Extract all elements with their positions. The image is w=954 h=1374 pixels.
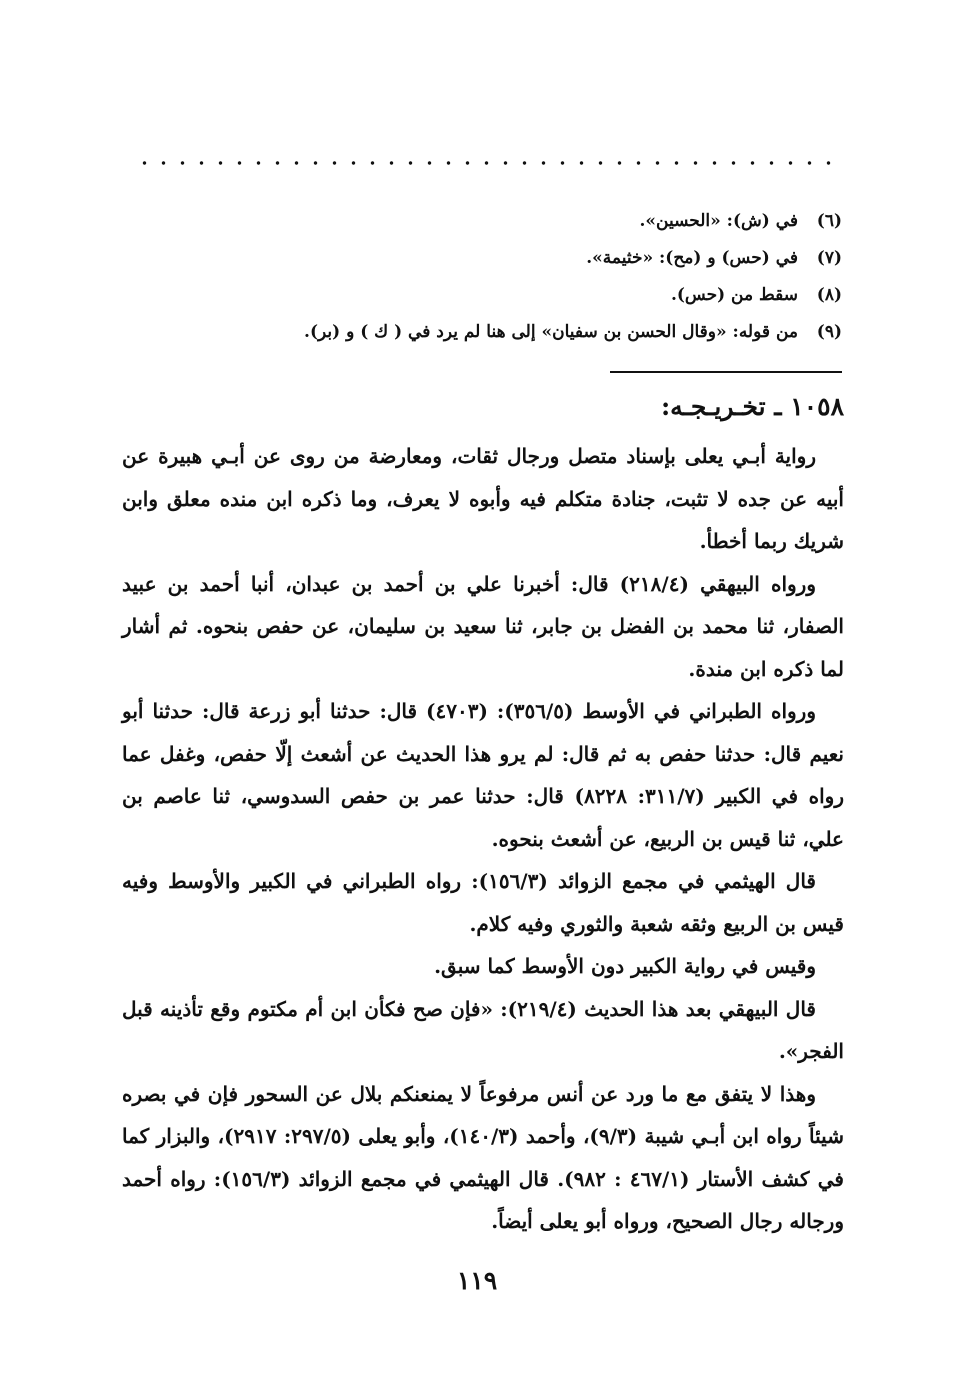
paragraph: وهذا لا يتفق مع ما ورد عن أنس مرفوعاً لا يمنعنكم بلال عن السحور فإن في بصره شيئاً رواه ابن أبـي شيبة (٩/٣)، وأحمد (١٤٠/٣)، وأبو يعلى (٢٩٧/٥: ٢٩١٧)، والبزار كما في كشف الأستار (٤٦٧/١ : ٩٨٢). قال الهيثمي في مجمع الزوائد (١٥٦/٣): رواه أحمد ورجاله رجال الصحيح، ورواه أبو يعلى أيضاً. [122,1081,844,1233]
footnote-number: (٨) [816,285,842,305]
footnote-7 [122,240,842,277]
footnote-6 [122,203,842,240]
body-text [122,435,844,1243]
footnote-9 [122,314,842,351]
footnote-separator-dots [135,160,845,166]
footnote-number: (٦) [816,211,842,231]
footnote-8 [122,277,842,314]
paragraph: قال الهيثمي في مجمع الزوائد (١٥٦/٣): رواه الطبراني في الكبير والأوسط وفيه قيس بن الربيع وثقه شعبة والثوري وفيه كلام. [122,869,844,936]
section-divider-rule [610,371,842,373]
paragraph: قال البيهقي بعد هذا الحديث (٢١٩/٤): «فإن صح فكأن ابن أم مكتوم وقع تأذينه قبل الفجر». [122,996,844,1063]
footnote-text: في (ش): «الحسين». [639,211,798,231]
footnote-text: سقط من (حس). [670,285,798,305]
paragraph: ورواه الطبراني في الأوسط (٣٥٦/٥): (٤٧٠٣) قال: حدثنا أبو زرعة قال: حدثنا أبو نعيم قال: حدثنا حفص به ثم قال: لم يرو هذا الحديث عن أشعث إلّا حفص، وغفل عما رواه في الكبير (٣١١/٧: ٨٢٢٨) قال: حدثنا عمر بن حفص السدوسي، ثنا عاصم بن علي، ثنا قيس بن الربيع، عن أشعث بنحوه. [122,699,845,851]
section-heading: ١٠٥٨ ـ تخـريـجـه: [660,392,844,421]
footnote-number: (٧) [816,248,842,268]
paragraph: رواية أبـي يعلى بإسناد متصل ورجال ثقات، ومعارضة من روى عن أبـي هبيرة عن أبيه عن جده لا تثبت، جنادة متكلم فيه وأبوه لا يعرف، وما ذكره ابن منده معلق وابن شريك ربما أخطأ. [122,444,844,553]
footnote-text: من قوله: «وقال الحسن بن سفيان» إلى هنا لم يرد في ( ك ) و (بر). [304,322,798,342]
footnotes-section [122,203,842,351]
footnote-number: (٩) [816,322,842,342]
paragraph: ورواه البيهقي (٢١٨/٤) قال: أخبرنا علي بن أحمد بن عبدان، أنبا أحمد بن عبيد الصفار، ثنا محمد بن الفضل بن جابر، ثنا سعيد بن سليمان، عن حفص بنحوه. ثم أشار لما ذكره ابن مندة. [122,571,844,681]
footnote-text: في (حس) و (مح): «خثيمة». [586,248,798,268]
paragraph: وقيس في رواية الكبير دون الأوسط كما سبق. [434,954,816,978]
page-number: ١١٩ [456,1266,498,1295]
